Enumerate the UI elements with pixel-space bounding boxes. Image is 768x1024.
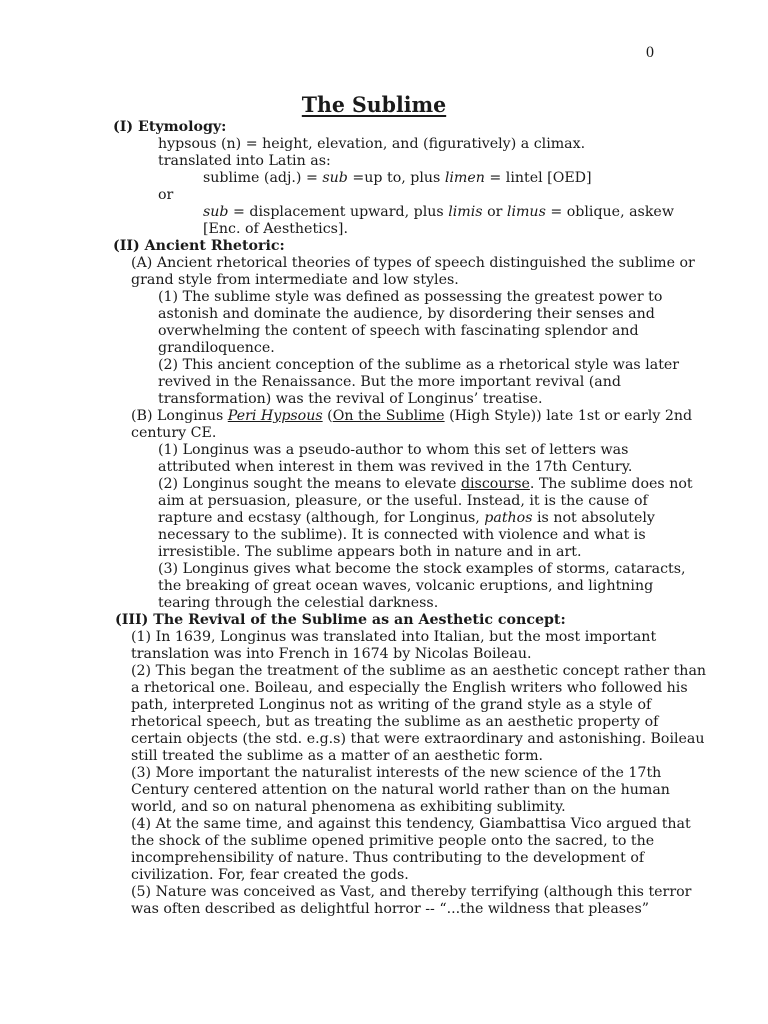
section-heading-revival: (III) The Revival of the Sublime as an Aesthetic concept: xyxy=(115,612,566,628)
text-line: rhetorical speech, but as treating the sublime as an aesthetic property of xyxy=(131,714,659,730)
text-line: was often described as delightful horror -- “...the wildness that pleases” xyxy=(131,901,649,917)
text-line: necessary to the sublime). It is connected with violence and what is xyxy=(158,527,646,543)
text-line: (1) The sublime style was defined as possessing the greatest power to xyxy=(158,289,663,305)
text-line: Century centered attention on the natural world rather than on the human xyxy=(131,782,670,798)
text-line: century CE. xyxy=(131,425,217,441)
text-line: attributed when interest in them was revived in the 17th Century. xyxy=(158,459,633,475)
text-line: (1) Longinus was a pseudo-author to whom this set of letters was xyxy=(158,442,629,458)
text-line: tearing through the celestial darkness. xyxy=(158,595,439,611)
text-line: or xyxy=(158,187,174,203)
text-line: (A) Ancient rhetorical theories of types of speech distinguished the sublime or xyxy=(131,255,695,271)
text-line: (4) At the same time, and against this tendency, Giambattisa Vico argued that xyxy=(131,816,691,832)
text-line: (2) This began the treatment of the sublime as an aesthetic concept rather than xyxy=(131,663,707,679)
text-line: incomprehensibility of nature. Thus contributing to the development of xyxy=(131,850,645,866)
text-line: sub = displacement upward, plus limis or limus = oblique, askew xyxy=(203,204,674,220)
text-line: world, and so on natural phenomena as exhibiting sublimity. xyxy=(131,799,566,815)
text-line: path, interpreted Longinus not as writing of the grand style as a style of xyxy=(131,697,652,713)
text-line: grandiloquence. xyxy=(158,340,275,356)
text-line: grand style from intermediate and low styles. xyxy=(131,272,459,288)
text-line: [Enc. of Aesthetics]. xyxy=(203,221,348,237)
text-line: rapture and ecstasy (although, for Longinus, pathos is not absolutely xyxy=(158,510,655,526)
text-line: astonish and dominate the audience, by disordering their senses and xyxy=(158,306,655,322)
page-number: 0 xyxy=(646,44,654,61)
text-line: (5) Nature was conceived as Vast, and thereby terrifying (although this terror xyxy=(131,884,692,900)
text-line: aim at persuasion, pleasure, or the useful. Instead, it is the cause of xyxy=(158,493,648,509)
text-line: hypsous (n) = height, elevation, and (figuratively) a climax. xyxy=(158,136,586,152)
text-line: certain objects (the std. e.g.s) that were extraordinary and astonishing. Boileau xyxy=(131,731,705,747)
text-line: translated into Latin as: xyxy=(158,153,331,169)
text-line: transformation) was the revival of Longinus’ treatise. xyxy=(158,391,543,407)
text-line: still treated the sublime as a matter of an aesthetic form. xyxy=(131,748,544,764)
text-line: the breaking of great ocean waves, volcanic eruptions, and lightning xyxy=(158,578,654,594)
text-line: revived in the Renaissance. But the more important revival (and xyxy=(158,374,621,390)
text-line: irresistible. The sublime appears both in nature and in art. xyxy=(158,544,582,560)
text-line: a rhetorical one. Boileau, and especially the English writers who followed his xyxy=(131,680,688,696)
text-line: (1) In 1639, Longinus was translated into Italian, but the most important xyxy=(131,629,657,645)
page-title: The Sublime xyxy=(301,92,447,117)
text-line: civilization. For, fear created the gods. xyxy=(131,867,409,883)
text-line: (3) Longinus gives what become the stock examples of storms, cataracts, xyxy=(158,561,686,577)
text-line: the shock of the sublime opened primitive people onto the sacred, to the xyxy=(131,833,655,849)
text-line: (B) Longinus Peri Hypsous (On the Sublime (High Style)) late 1st or early 2nd xyxy=(131,408,693,424)
text-line: (2) This ancient conception of the sublime as a rhetorical style was later xyxy=(158,357,680,373)
text-line: overwhelming the content of speech with fascinating splendor and xyxy=(158,323,639,339)
text-line: translation was into French in 1674 by Nicolas Boileau. xyxy=(131,646,532,662)
text-line: sublime (adj.) = sub =up to, plus limen = lintel [OED] xyxy=(203,170,592,186)
text-line: (3) More important the naturalist interests of the new science of the 17th xyxy=(131,765,662,781)
text-line: (2) Longinus sought the means to elevate discourse. The sublime does not xyxy=(158,476,693,492)
section-heading-etymology: (I) Etymology: xyxy=(113,119,227,135)
section-heading-ancient-rhetoric: (II) Ancient Rhetoric: xyxy=(113,238,285,254)
